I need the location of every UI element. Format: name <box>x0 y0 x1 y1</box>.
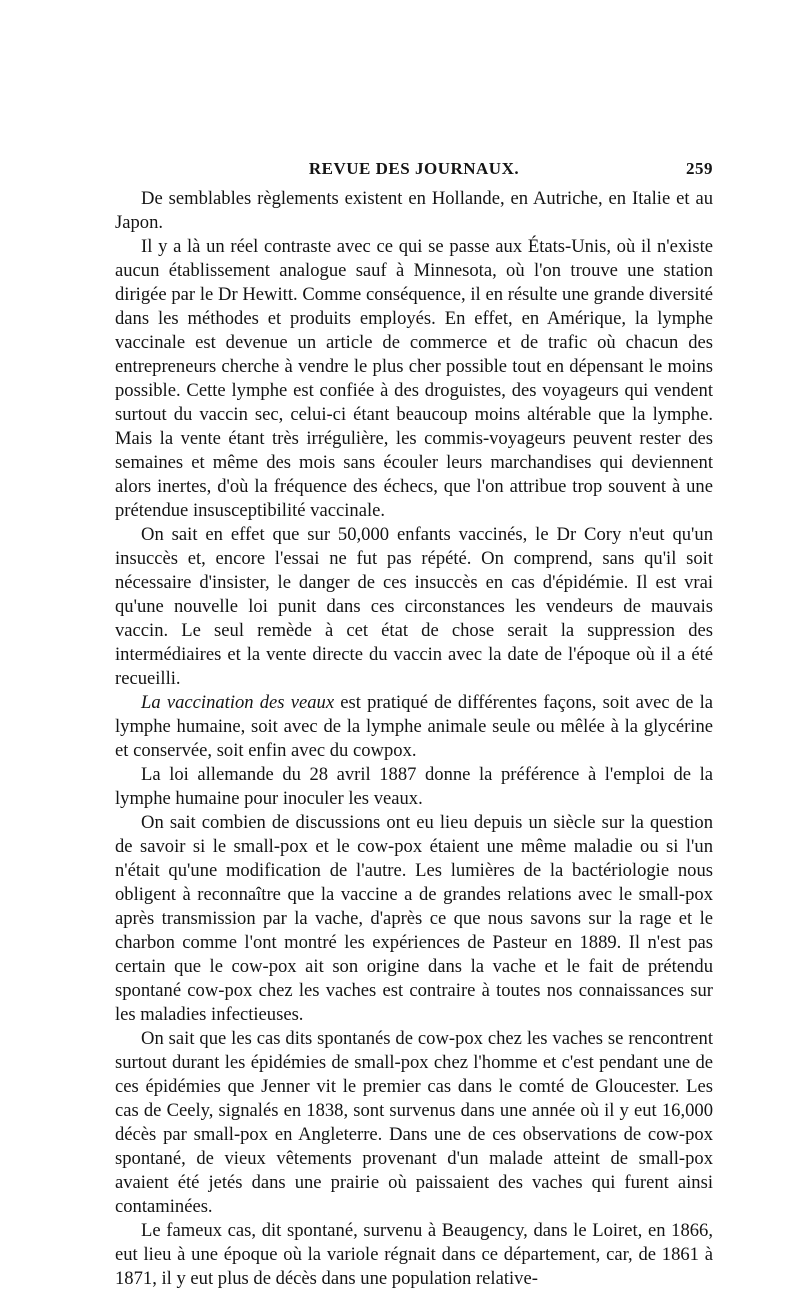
paragraph <box>115 1027 713 1219</box>
running-header <box>115 159 713 183</box>
paragraph-text: On sait que les cas dits spontanés de cow-pox chez les vaches se rencontrent surtout durant les épidémies de small-pox chez l'homme et c'est pendant une de ces épidémies que Jenner vit le premier cas dans le comté de Gloucester. Les cas de Ceely, signalés en 1838, sont survenus dans une année où il y eut 16,000 décès par small-pox en Angleterre. Dans une de ces observations de cow-pox spontané, de vieux vêtements provenant d'un malade atteint de small-pox avaient été jetés dans une prairie où paissaient des vaches qui furent ainsi contaminées. <box>115 1028 713 1217</box>
paragraph <box>115 187 713 235</box>
paragraph-text: Il y a là un réel contraste avec ce qui se passe aux États-Unis, où il n'existe aucun établissement analogue sauf à Minnesota, où l'on trouve une station dirigée par le Dr Hewitt. Comme conséquence, il en résulte une grande diversité dans les méthodes et produits employés. En effet, en Amérique, la lymphe vaccinale est devenue un article de commerce et de trafic où chacun des entrepreneurs cherche à vendre le plus cher possible tout en dépensant le moins possible. Cette lymphe est confiée à des droguistes, des voyageurs qui vendent surtout du vaccin sec, celui-ci étant beaucoup moins altérable que la lymphe. Mais la vente étant très irrégulière, les commis-voyageurs peuvent rester des semaines et même des mois sans écouler leurs marchandises qui deviennent alors inertes, d'où la fréquence des échecs, que l'on attribue trop souvent à une prétendue insusceptibilité vaccinale. <box>115 236 713 521</box>
page-number: 259 <box>686 159 713 178</box>
article-body <box>115 187 713 1291</box>
italic-lead: La vaccination des veaux <box>141 692 335 713</box>
paragraph-text: La loi allemande du 28 avril 1887 donne la préférence à l'emploi de la lymphe humaine pour inoculer les veaux. <box>115 764 713 809</box>
running-title: REVUE DES JOURNAUX. <box>308 159 520 178</box>
paragraph-text: On sait en effet que sur 50,000 enfants vaccinés, le Dr Cory n'eut qu'un insuccès et, encore l'essai ne fut pas répété. On comprend, sans qu'il soit nécessaire d'insister, le danger de ces insuccès en cas d'épidémie. Il est vrai qu'une nouvelle loi punit dans ces circonstances les vendeurs de mauvais vaccin. Le seul remède à cet état de chose serait la suppression des intermédiaires et la vente directe du vaccin avec la date de l'époque où il a été recueilli. <box>115 524 713 689</box>
paragraph-text: Le fameux cas, dit spontané, survenu à Beaugency, dans le Loiret, en 1866, eut lieu à une époque où la variole régnait dans ce département, car, de 1861 à 1871, il y eut plus de décès dans une population relative- <box>115 1220 713 1289</box>
paragraph-text: est pratiqué de différentes façons, soit avec de la lymphe humaine, soit avec de la lymphe animale seule ou mêlée à la glycérine et conservée, soit enfin avec du cowpox. <box>115 692 713 761</box>
paragraph <box>115 691 713 763</box>
paragraph <box>115 235 713 523</box>
paragraph <box>115 763 713 811</box>
paragraph <box>115 1219 713 1291</box>
paragraph <box>115 523 713 691</box>
paragraph-text: On sait combien de discussions ont eu lieu depuis un siècle sur la question de savoir si le small-pox et le cow-pox étaient une même maladie ou si l'un n'était qu'une modification de l'autre. Les lumières de la bactériologie nous obligent à reconnaître que la vaccine a de grandes relations avec le small-pox après transmission par la vache, d'après ce que nous savons sur la rage et le charbon comme l'ont montré les expériences de Pasteur en 1889. Il n'est pas certain que le cow-pox ait son origine dans la vache et le fait de prétendu spontané cow-pox chez les vaches est contraire à toutes nos connaissances sur les maladies infectieuses. <box>115 812 713 1025</box>
paragraph-text: De semblables règlements existent en Hollande, en Autriche, en Italie et au Japon. <box>115 188 713 233</box>
paragraph <box>115 811 713 1027</box>
